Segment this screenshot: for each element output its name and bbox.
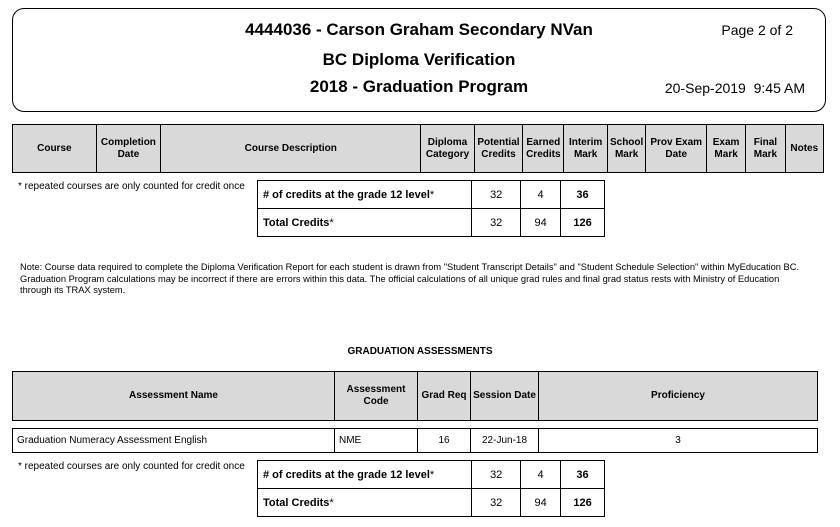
report-date: 20-Sep-2019 (664, 80, 746, 96)
total-label-cell-2: Total Credits* (258, 489, 472, 517)
col-session-date: Session Date (471, 372, 539, 421)
report-datetime (665, 80, 805, 96)
assessments-header-row (13, 372, 818, 421)
report-title: BC Diploma Verification (322, 50, 516, 69)
grade12-potential: 32 (472, 181, 521, 209)
col-diploma-category: Diploma Category (421, 125, 474, 173)
total-credits-row-2 (258, 489, 605, 517)
course-table (12, 124, 824, 173)
total-potential: 32 (472, 209, 521, 237)
total-credits-label-2: Total Credits (263, 496, 330, 509)
total-sum-2: 126 (561, 489, 605, 517)
total-label-cell: Total Credits* (258, 209, 472, 237)
col-completion-date: Completion Date (96, 125, 161, 173)
program-line: 2018 - Graduation Program (309, 77, 529, 96)
col-school-mark: School Mark (607, 125, 646, 173)
total-sum: 126 (561, 209, 605, 237)
credits-summary-table-2 (257, 460, 605, 517)
repeated-courses-footnote-2: * repeated courses are only counted for credit once (18, 461, 245, 472)
table-row (13, 429, 818, 453)
assessments-table-body (12, 428, 818, 453)
grade12-label-cell: # of credits at the grade 12 level* (258, 181, 472, 209)
credits-summary-table (257, 180, 605, 237)
course-table-header (13, 125, 824, 173)
total-earned-2: 94 (521, 489, 561, 517)
report-time: 9:45 AM (753, 80, 805, 96)
assessment-name: Graduation Numeracy Assessment English (13, 429, 335, 453)
grade12-earned-2: 4 (521, 461, 561, 489)
page-number: Page 2 of 2 (721, 22, 793, 38)
col-earned-credits: Earned Credits (523, 125, 564, 173)
grade12-label-cell-2: # of credits at the grade 12 level* (258, 461, 472, 489)
col-notes: Notes (785, 125, 823, 173)
grade12-label-2: # of credits at the grade 12 level (263, 468, 430, 481)
col-assessment-code: Assessment Code (335, 372, 418, 421)
col-proficiency: Proficiency (539, 372, 818, 421)
col-course-description: Course Description (161, 125, 421, 173)
col-potential-credits: Potential Credits (474, 125, 522, 173)
total-earned: 94 (521, 209, 561, 237)
assessment-grad-req: 16 (418, 429, 471, 453)
col-course: Course (13, 125, 97, 173)
data-source-note: Note: Course data required to complete the Diploma Verification Report for each student is drawn from "Student Transcript Details" and "Student Schedule Selection" within MyEducation BC. Graduation Program calculations may be incorrect if there are errors within this data. The official calculations of all unique grad rules and final grad status rests with Ministry of Education through its TRAX system. (20, 262, 800, 295)
col-assessment-name: Assessment Name (13, 372, 335, 421)
col-prov-exam-date: Prov Exam Date (646, 125, 706, 173)
grade12-credits-row-2 (258, 461, 605, 489)
assessment-code: NME (335, 429, 418, 453)
grade12-total: 36 (561, 181, 605, 209)
col-grad-req: Grad Req (418, 372, 471, 421)
assessments-title: GRADUATION ASSESSMENTS (347, 346, 493, 357)
total-credits-row (258, 209, 605, 237)
grade12-label: # of credits at the grade 12 level (263, 188, 430, 201)
col-interim-mark: Interim Mark (564, 125, 607, 173)
grade12-earned: 4 (521, 181, 561, 209)
school-line: 4444036 - Carson Graham Secondary NVan (245, 20, 593, 39)
grade12-total-2: 36 (561, 461, 605, 489)
repeated-courses-footnote: * repeated courses are only counted for credit once (18, 181, 245, 192)
total-potential-2: 32 (472, 489, 521, 517)
assessment-proficiency: 3 (539, 429, 818, 453)
total-credits-label: Total Credits (263, 216, 330, 229)
col-exam-mark: Exam Mark (706, 125, 745, 173)
assessment-session-date: 22-Jun-18 (471, 429, 539, 453)
col-final-mark: Final Mark (746, 125, 785, 173)
report-header (12, 8, 826, 112)
assessments-table-header (12, 371, 818, 421)
grade12-credits-row (258, 181, 605, 209)
grade12-potential-2: 32 (472, 461, 521, 489)
